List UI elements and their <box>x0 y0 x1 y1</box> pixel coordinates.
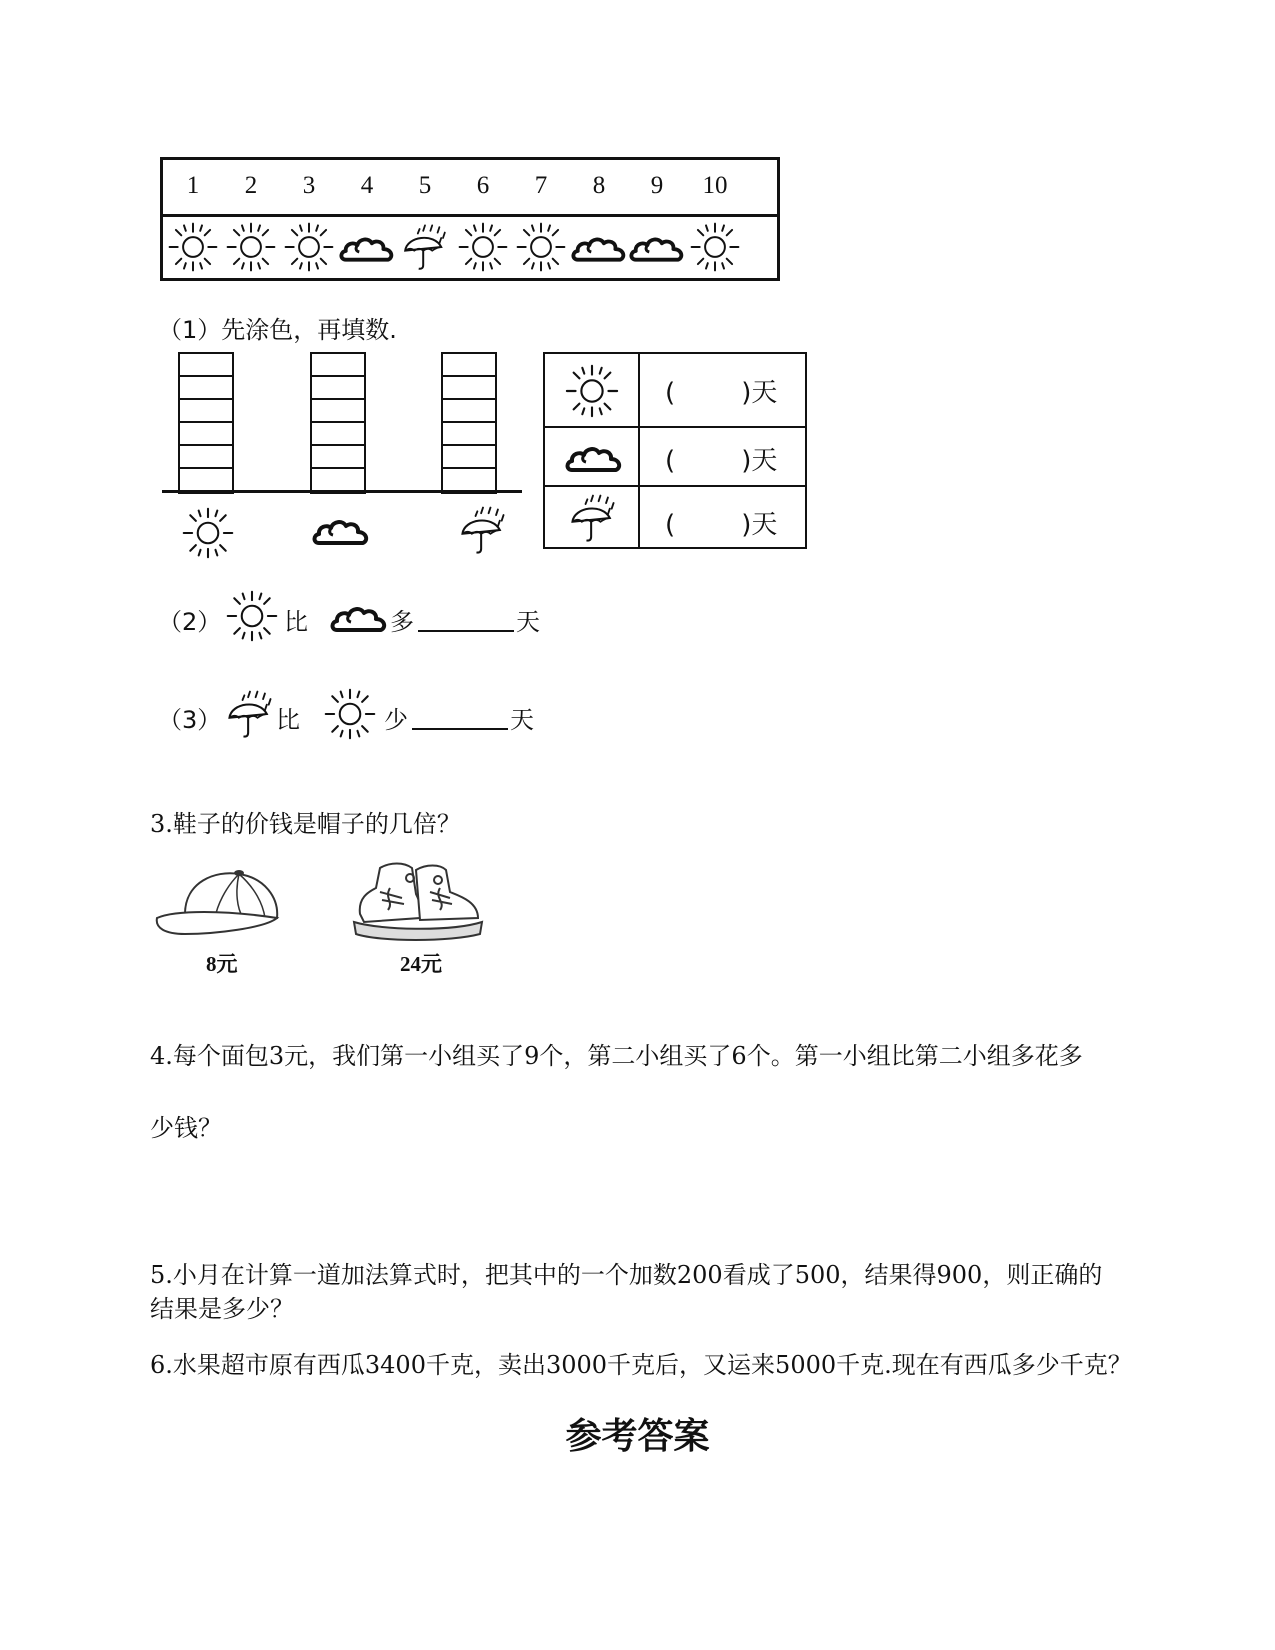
sun-icon <box>322 686 378 742</box>
rain-icon <box>398 220 452 274</box>
rain-icon <box>455 502 511 558</box>
sun-icon <box>180 505 236 561</box>
answer-blank[interactable] <box>412 706 508 730</box>
shoes-icon <box>350 858 485 944</box>
baseline <box>162 490 522 493</box>
day-number: 4 <box>360 172 374 199</box>
part2-prefix: （2） <box>158 608 222 636</box>
day-number: 9 <box>650 172 664 199</box>
table-divider <box>163 214 777 217</box>
day-number: 2 <box>244 172 258 199</box>
shoe-price: 24元 <box>400 952 442 976</box>
cloud-icon <box>628 230 686 270</box>
compare-word: 比 <box>284 608 308 636</box>
cloud-icon <box>338 230 396 270</box>
question-4-line1: 4.每个面包3元，我们第一小组买了9个，第二小组买了6个。第一小组比第二小组多花多 <box>150 1042 1083 1070</box>
part3-prefix: （3） <box>158 706 222 734</box>
weather-record-table <box>160 157 780 281</box>
cloud-count-blank[interactable]: ( )天 <box>665 446 778 476</box>
question-5-line1: 5.小月在计算一道加法算式时，把其中的一个加数200看成了500，结果得900，则正确的 <box>150 1261 1103 1289</box>
unit-word: 天 <box>510 706 534 734</box>
weather-count-table <box>543 352 807 549</box>
cloud-icon <box>310 513 372 553</box>
sun-icon <box>166 220 220 274</box>
sun-icon <box>688 220 742 274</box>
question-4-line2: 少钱？ <box>150 1114 222 1142</box>
rain-count-blank[interactable]: ( )天 <box>665 510 778 540</box>
unit-word: 天 <box>516 608 540 636</box>
sun-count-blank[interactable]: ( )天 <box>665 378 778 408</box>
hat-price: 8元 <box>206 952 238 976</box>
answer-blank[interactable] <box>418 608 514 632</box>
sun-icon <box>282 220 336 274</box>
rain-bar-column[interactable] <box>441 352 497 494</box>
answer-section-title: 参考答案 <box>565 1415 710 1457</box>
question-5-line2: 结果是多少？ <box>150 1295 294 1323</box>
question-3: 3.鞋子的价钱是帽子的几倍？ <box>150 810 461 838</box>
sun-icon <box>224 588 280 644</box>
less-word: 少 <box>384 706 408 734</box>
cloud-icon <box>563 440 625 480</box>
question-6: 6.水果超市原有西瓜3400千克，卖出3000千克后，又运来5000千克.现在有西瓜多少千克？ <box>150 1351 1132 1379</box>
day-number: 10 <box>702 172 728 199</box>
day-number: 6 <box>476 172 490 199</box>
rain-icon <box>222 686 278 742</box>
sun-icon <box>514 220 568 274</box>
cloud-icon <box>570 230 628 270</box>
day-number: 5 <box>418 172 432 199</box>
cloud-bar-column[interactable] <box>310 352 366 494</box>
cap-icon <box>155 862 285 942</box>
sun-icon <box>224 220 278 274</box>
day-number: 7 <box>534 172 548 199</box>
sun-bar-column[interactable] <box>178 352 234 494</box>
sun-icon <box>456 220 510 274</box>
cloud-icon <box>328 600 390 640</box>
compare-word: 比 <box>276 706 300 734</box>
part1-label: （1）先涂色，再填数. <box>158 316 397 344</box>
day-number: 1 <box>186 172 200 199</box>
more-word: 多 <box>390 608 414 636</box>
rain-icon <box>565 490 621 546</box>
sun-icon <box>563 362 621 420</box>
day-number: 3 <box>302 172 316 199</box>
day-number: 8 <box>592 172 606 199</box>
